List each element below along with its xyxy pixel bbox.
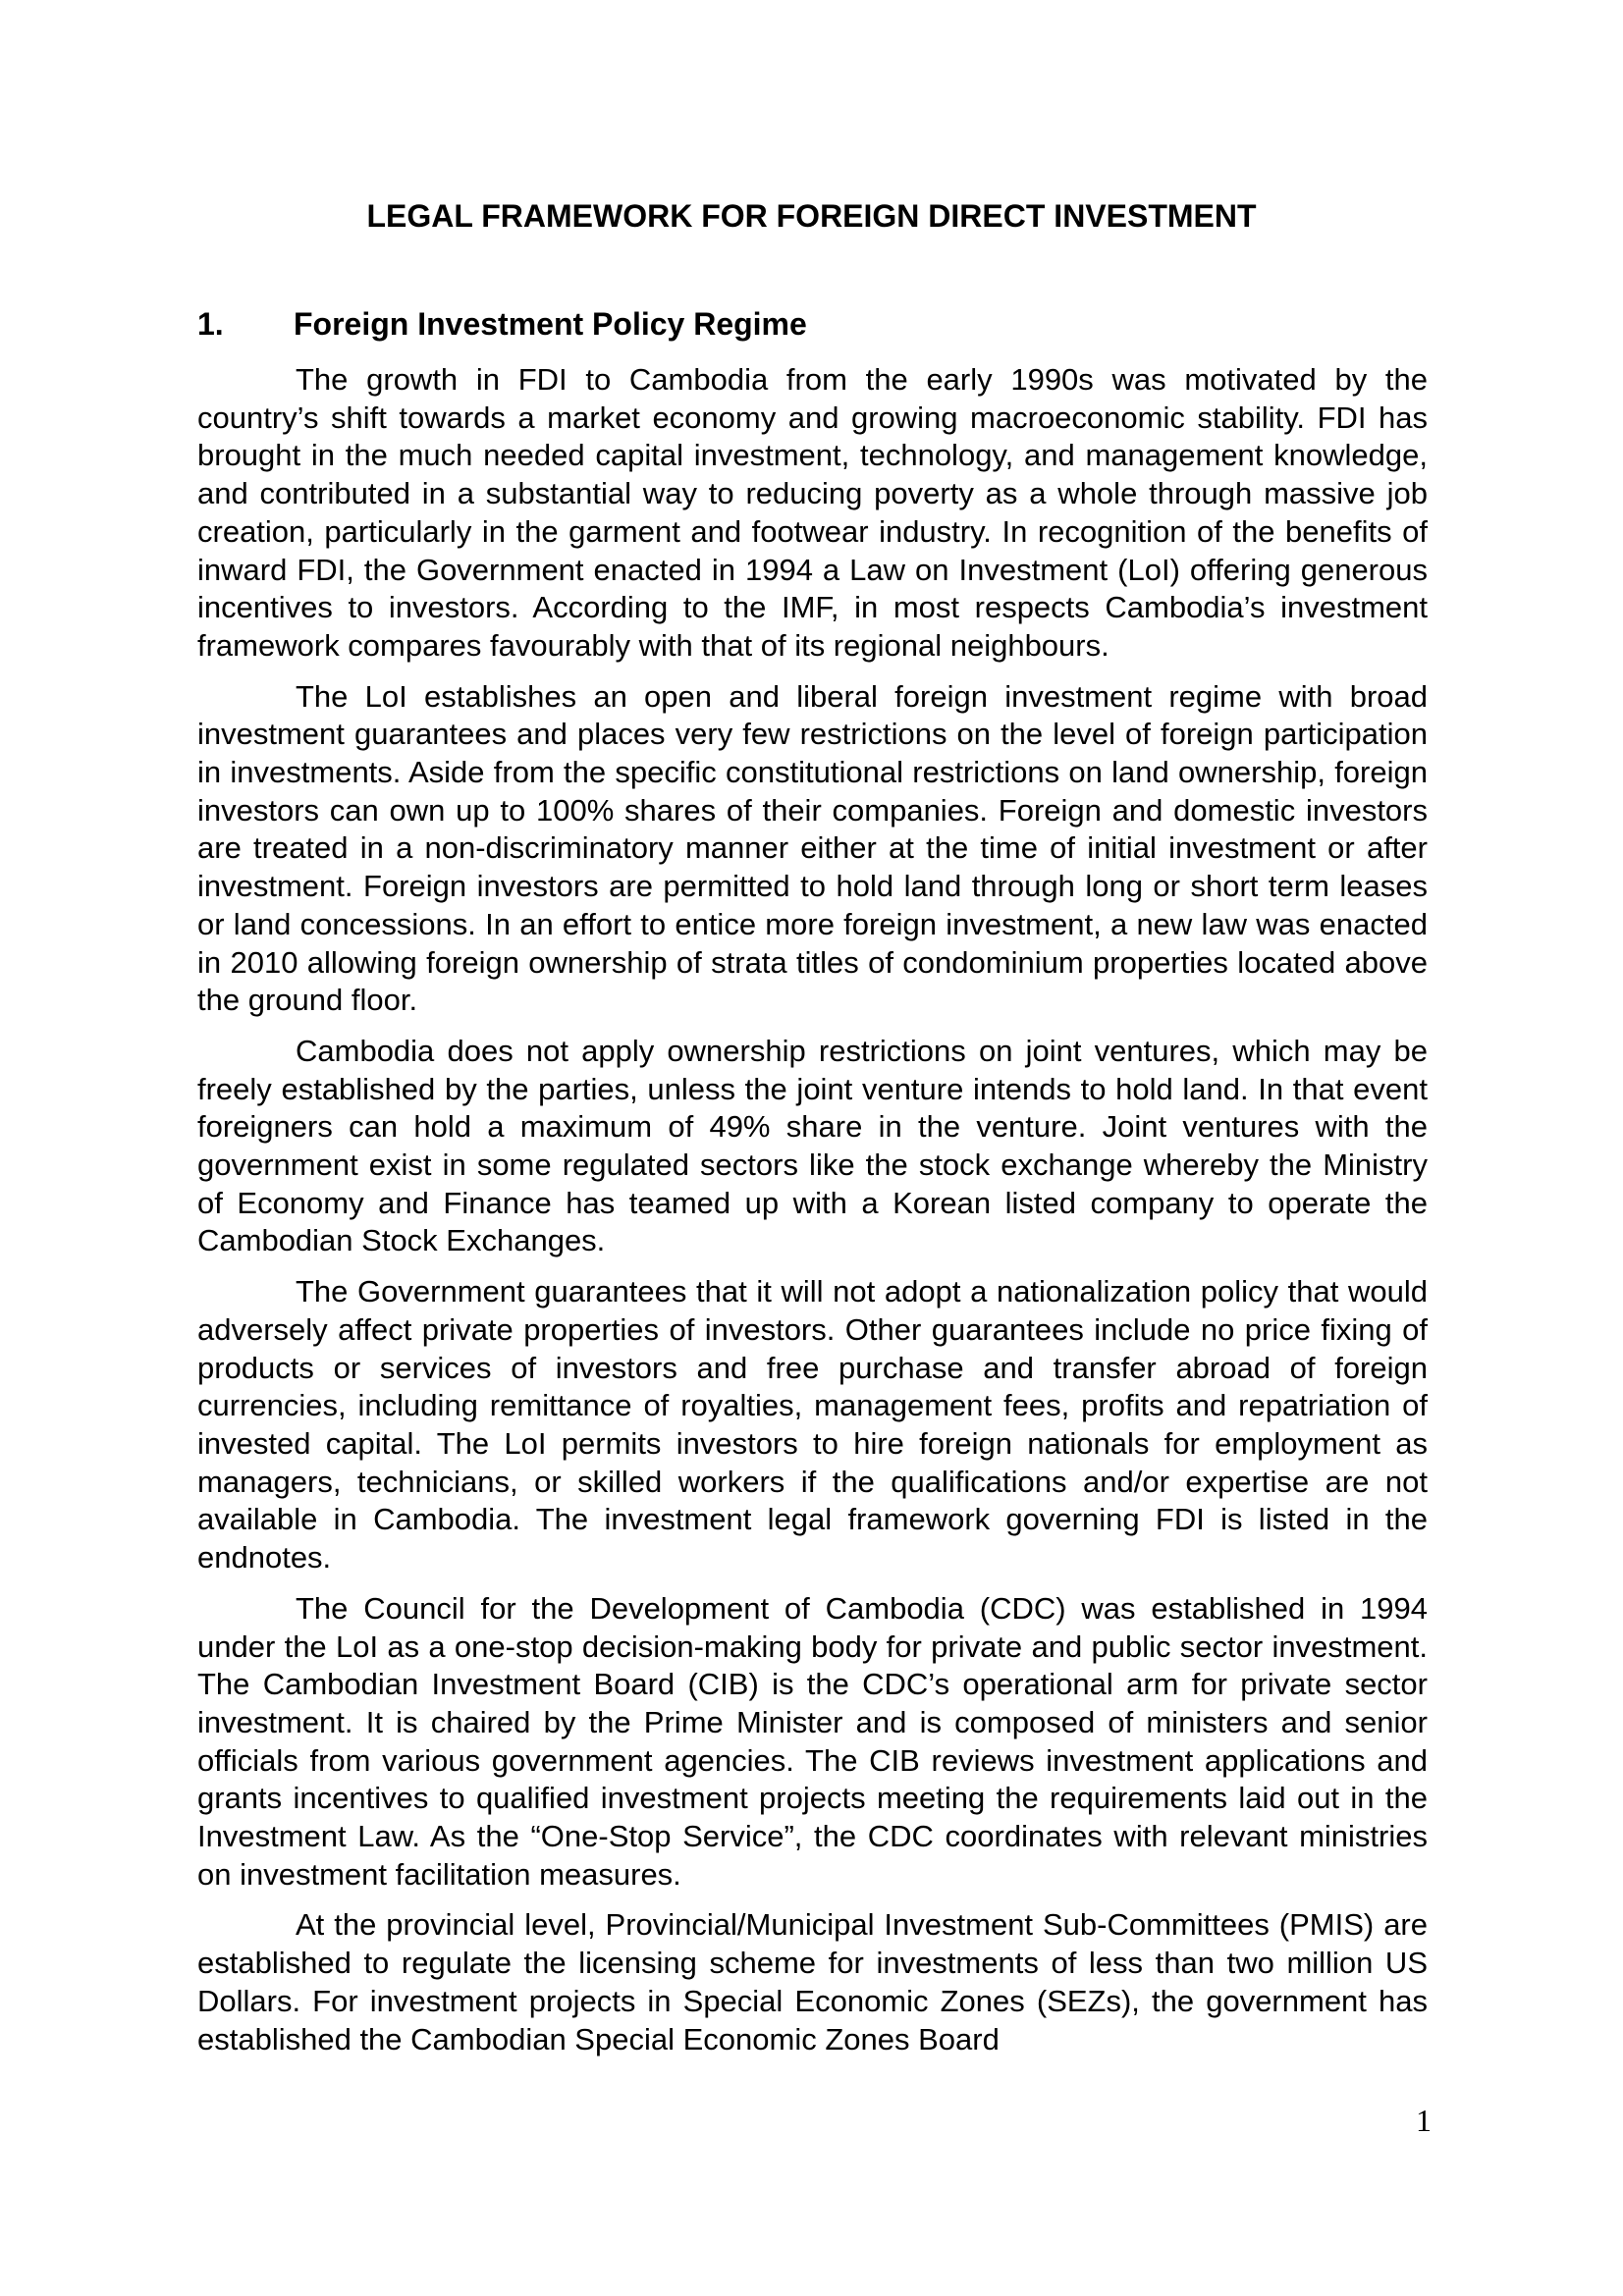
paragraph: The Council for the Development of Cambodia (CDC) was established in 1994 under the LoI as a one-stop decision-making body for private and public sector investment. The Cambodian Investment Board (CIB) is the CDC’s operational arm for private sector investment. It is chaired by the Prime Minister and is composed of ministers and senior officials from various government agencies. The CIB reviews investment applications and grants incentives to qualified investment projects meeting the requirements laid out in the Investment Law. As the “One-Stop Service”, the CDC coordinates with relevant ministries on investment facilitation measures. — [197, 1590, 1428, 1892]
paragraph: The LoI establishes an open and liberal foreign investment regime with broad investment guarantees and places very few restrictions on the level of foreign participation in investments. Aside from the specific constitutional restrictions on land ownership, foreign investors can own up to 100% shares of their companies. Foreign and domestic investors are treated in a non-discriminatory manner either at the time of initial investment or after investment. Foreign investors are permitted to hold land through long or short term leases or land concessions. In an effort to entice more foreign investment, a new law was enacted in 2010 allowing foreign ownership of strata titles of condominium properties located above the ground floor. — [197, 678, 1428, 1018]
paragraph: The growth in FDI to Cambodia from the early 1990s was motivated by the country’s shift towards a market economy and growing macroeconomic stability. FDI has brought in the much needed capital investment, technology, and management knowledge, and contributed in a substantial way to reducing poverty as a whole through massive job creation, particularly in the garment and footwear industry. In recognition of the benefits of inward FDI, the Government enacted in 1994 a Law on Investment (LoI) offering generous incentives to investors. According to the IMF, in most respects Cambodia’s investment framework compares favourably with that of its regional neighbours. — [197, 362, 1428, 663]
page-number: 1 — [1416, 2103, 1432, 2138]
section-title: Foreign Investment Policy Regime — [294, 306, 807, 342]
section-heading — [197, 304, 807, 344]
paragraph: Cambodia does not apply ownership restrictions on joint ventures, which may be freely established by the parties, unless the joint venture intends to hold land. In that event foreigners can hold a maximum of 49% share in the venture. Joint ventures with the government exist in some regulated sectors like the stock exchange whereby the Ministry of Economy and Finance has teamed up with a Korean listed company to operate the Cambodian Stock Exchanges. — [197, 1033, 1428, 1258]
document-title: LEGAL FRAMEWORK FOR FOREIGN DIRECT INVESTMENT — [366, 198, 1257, 234]
section-number: 1. — [197, 306, 224, 342]
paragraph: The Government guarantees that it will not adopt a nationalization policy that would adversely affect private properties of investors. Other guarantees include no price fixing of products or services of investors and free purchase and transfer abroad of foreign currencies, including remittance of royalties, management fees, profits and repatriation of invested capital. The LoI permits investors to hire foreign nationals for employment as managers, technicians, or skilled workers if the qualifications and/or expertise are not available in Cambodia. The investment legal framework governing FDI is listed in the endnotes. — [197, 1274, 1428, 1575]
body-text — [197, 361, 1428, 2071]
paragraph: At the provincial level, Provincial/Municipal Investment Sub-Committees (PMIS) are established to regulate the licensing scheme for investments of less than two million US Dollars. For investment projects in Special Economic Zones (SEZs), the government has established the Cambodian Special Economic Zones Board — [197, 1907, 1428, 2056]
